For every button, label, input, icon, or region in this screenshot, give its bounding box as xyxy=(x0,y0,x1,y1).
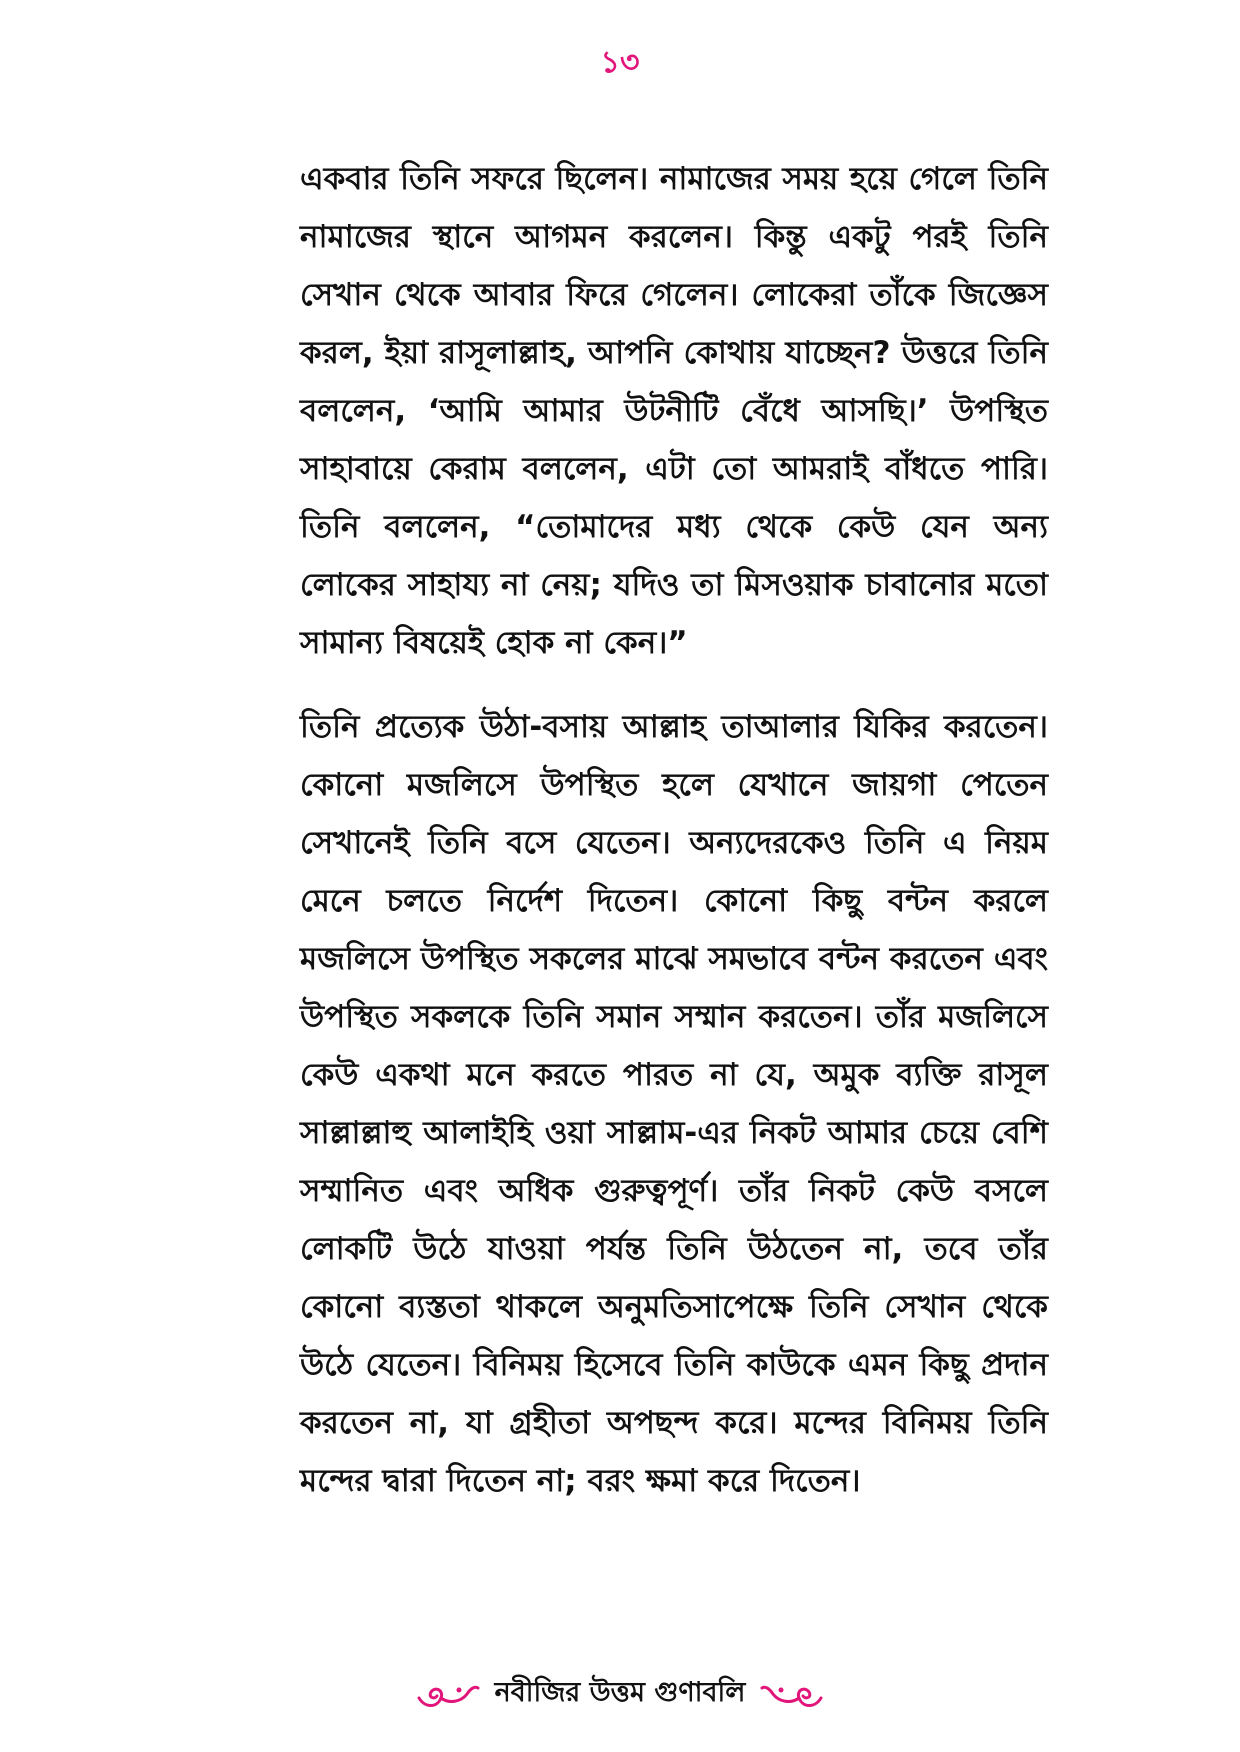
paragraph-1: একবার তিনি সফরে ছিলেন। নামাজের সময় হয়ে গেলে তিনি নামাজের স্থানে আগমন করলেন। কিন্তু একটু পরই তিনি সেখান থেকে আবার ফিরে গেলেন। লোকেরা তাঁকে জিজ্ঞেস করল, ইয়া রাসূলাল্লাহ, আপনি কোথায় যাচ্ছেন? উত্তরে তিনি বললেন, ‘আমি আমার উটনীটি বেঁধে আসছি।’ উপস্থিত সাহাবায়ে কেরাম বললেন, এটা তো আমরাই বাঁধতে পারি। তিনি বললেন, “তোমাদের মধ্য থেকে কেউ যেন অন্য লোকের সাহায্য না নেয়; যদিও তা মিসওয়াক চাবানোর মতো সামান্য বিষয়েই হোক না কেন।” xyxy=(300,161,1048,661)
page-number: ১৩ xyxy=(600,45,640,80)
paragraph-2: তিনি প্রত্যেক উঠা-বসায় আল্লাহ তাআলার যিকির করতেন। কোনো মজলিসে উপস্থিত হলে যেখানে জায়গা পেতেন সেখানেই তিনি বসে যেতেন। অন্যদেরকেও তিনি এ নিয়ম মেনে চলতে নির্দেশ দিতেন। কোনো কিছু বন্টন করলে মজলিসে উপস্থিত সকলের মাঝে সমভাবে বন্টন করতেন এবং উপস্থিত সকলকে তিনি সমান সম্মান করতেন। তাঁর মজলিসে কেউ একথা মনে করতে পারত না যে, অমুক ব্যক্তি রাসূল সাল্লাল্লাহু আলাইহি ওয়া সাল্লাম-এর নিকট আমার চেয়ে বেশি সম্মানিত এবং অধিক গুরুত্বপূর্ণ। তাঁর নিকট কেউ বসলে লোকটি উঠে যাওয়া পর্যন্ত তিনি উঠতেন না, তবে তাঁর কোনো ব্যস্ততা থাকলে অনুমতিসাপেক্ষে তিনি সেখান থেকে উঠে যেতেন। বিনিময় হিসেবে তিনি কাউকে এমন কিছু প্রদান করতেন না, যা গ্রহীতা অপছন্দ করে। মন্দের বিনিময় তিনি মন্দের দ্বারা দিতেন না; বরং ক্ষমা করে দিতেন। xyxy=(300,709,1048,1499)
footer xyxy=(0,1672,1240,1717)
footer-book-title: নবীজির উত্তম গুণাবলি xyxy=(494,1677,746,1708)
flourish-right-icon xyxy=(759,1678,825,1712)
flourish-left-icon xyxy=(415,1678,481,1712)
body-text xyxy=(300,150,1048,1510)
